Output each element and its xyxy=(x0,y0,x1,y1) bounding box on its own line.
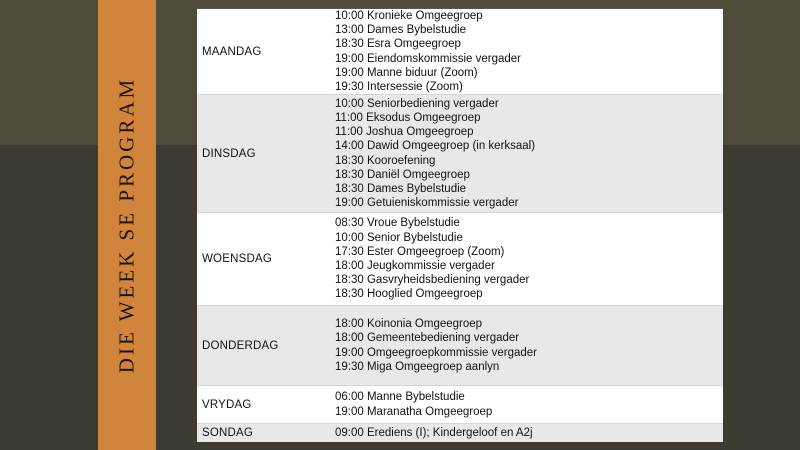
event-item: 14:00 Dawid Omgeegroep (in kerksaal) xyxy=(335,140,536,153)
event-item: 18:30 Esra Omgeegroep xyxy=(335,38,461,51)
day-label: VRYDAG xyxy=(202,398,252,411)
event-item: 19:30 Intersessie (Zoom) xyxy=(335,80,463,93)
day-row-woensdag xyxy=(197,213,723,306)
event-item: 11:00 Joshua Omgeegroep xyxy=(335,126,474,139)
day-row-sondag xyxy=(197,424,723,442)
event-item: 18:00 Koinonia Omgeegroep xyxy=(335,318,483,331)
event-item: 13:00 Dames Bybelstudie xyxy=(335,24,467,37)
event-item: 18:30 Dames Bybelstudie xyxy=(335,182,467,195)
event-list xyxy=(335,317,723,374)
event-item: 19:00 Eiendomskommissie vergader xyxy=(335,52,522,65)
event-item: 10:00 Senior Bybelstudie xyxy=(335,231,463,244)
event-item: 19:00 Getuieniskommissie vergader xyxy=(335,197,519,210)
page-title: DIE WEEK SE PROGRAM xyxy=(114,76,139,374)
event-item: 09:00 Erediens (I); Kindergeloof en A2j xyxy=(335,426,533,439)
day-label: MAANDAG xyxy=(202,45,262,58)
event-item: 11:00 Eksodus Omgeegroep xyxy=(335,111,481,124)
event-item: 18:30 Gasvryheidsbediening vergader xyxy=(335,274,530,287)
day-label: WOENSDAG xyxy=(202,253,272,265)
day-label: DINSDAG xyxy=(202,147,256,160)
day-label: DONDERDAG xyxy=(202,339,279,352)
event-item: 10:00 Kronieke Omgeegroep xyxy=(335,9,483,22)
event-item: 18:30 Hooglied Omgeegroep xyxy=(335,288,483,301)
day-row-maandag xyxy=(197,9,723,95)
day-label: SONDAG xyxy=(202,427,254,439)
event-list xyxy=(335,426,723,440)
event-item: 19:30 Miga Omgeegroep aanlyn xyxy=(335,360,500,373)
event-item: 18:00 Jeugkommissie vergader xyxy=(335,260,495,272)
event-item: 08:30 Vroue Bybelstudie xyxy=(335,217,460,230)
day-row-dinsdag xyxy=(197,95,723,213)
event-item: 19:00 Omgeegroepkommissie vergader xyxy=(335,346,537,359)
event-list xyxy=(335,390,723,418)
event-list xyxy=(335,9,723,94)
event-item: 18:30 Daniël Omgeegroep xyxy=(335,168,470,181)
event-item: 10:00 Seniorbediening vergader xyxy=(335,97,499,110)
event-item: 18:00 Gemeentebediening vergader xyxy=(335,332,520,345)
event-item: 17:30 Ester Omgeegroep (Zoom) xyxy=(335,245,505,258)
event-item: 19:00 Maranatha Omgeegroep xyxy=(335,405,493,418)
day-row-donderdag xyxy=(197,306,723,386)
event-item: 19:00 Manne biduur (Zoom) xyxy=(335,66,478,79)
event-list xyxy=(335,216,723,301)
schedule-table xyxy=(197,8,723,442)
day-row-vrydag xyxy=(197,386,723,424)
event-list xyxy=(335,97,723,211)
event-item: 18:30 Kooroefening xyxy=(335,154,436,167)
event-item: 06:00 Manne Bybelstudie xyxy=(335,391,465,404)
